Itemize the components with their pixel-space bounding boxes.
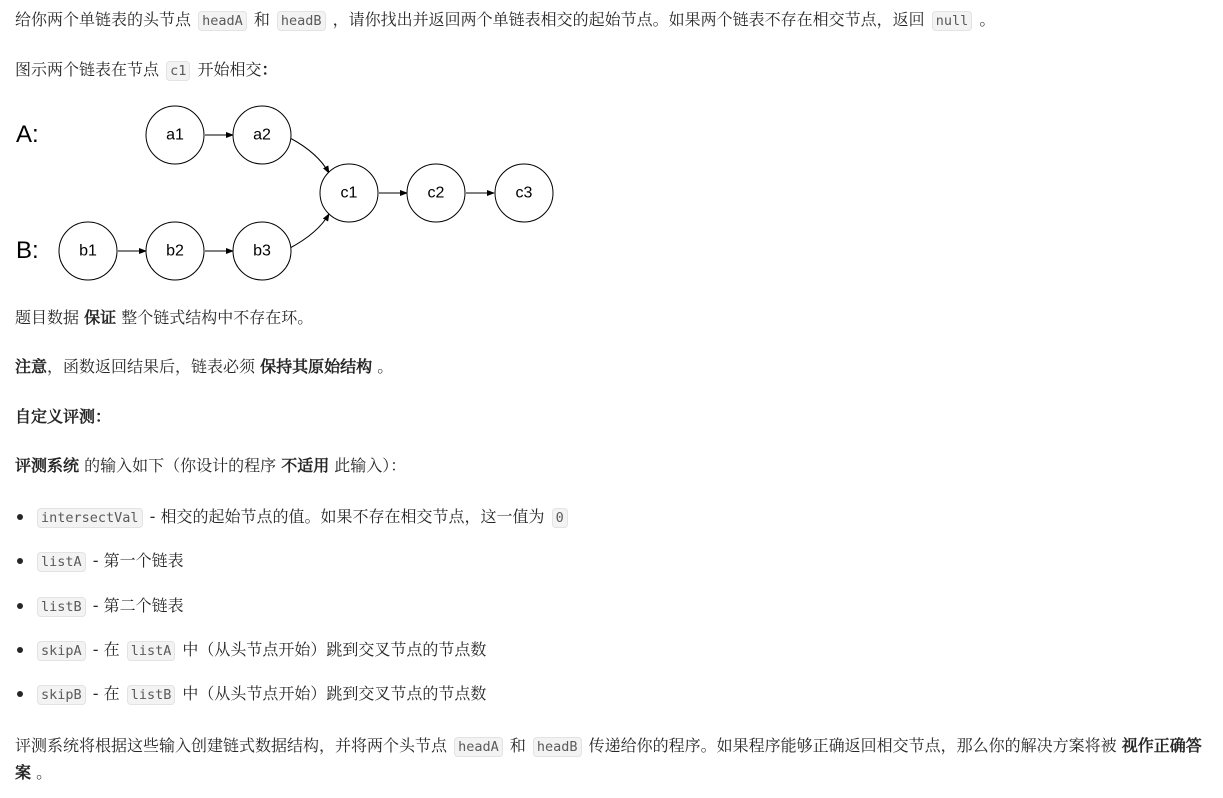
bullet-icon	[17, 603, 23, 609]
list-item	[35, 593, 184, 620]
guarantee-text-2: 整个链式结构中不存在环。	[116, 308, 314, 327]
bullet-icon	[17, 514, 23, 520]
code-c1: c1	[166, 61, 190, 81]
edge-b3-c1	[290, 214, 329, 248]
list-item-text: - 在	[87, 684, 125, 703]
caption-text-2: 开始相交	[192, 60, 262, 79]
closing-text-3: 传递给你的程序。如果程序能够正确返回相交节点，那么你的解决方案将被	[583, 736, 1122, 755]
intro-text-3: ，请你找出并返回两个单链表相交的起始节点。如果两个链表不存在相交节点，返回	[327, 10, 930, 29]
node-label-a1: a1	[166, 126, 184, 144]
code-listB: listB	[37, 597, 86, 617]
guarantee-paragraph	[15, 305, 313, 331]
code-listA: listA	[127, 641, 176, 661]
list-item	[35, 637, 486, 664]
code-listA: listA	[37, 552, 86, 572]
guarantee-text-1: 题目数据	[15, 308, 85, 327]
code-listB: listB	[127, 685, 176, 705]
node-label-a2: a2	[253, 126, 271, 144]
judge-input-paragraph	[15, 453, 406, 479]
closing-text-4: 。	[31, 763, 53, 782]
list-item-text: 中（从头节点开始）跳到交叉节点的节点数	[177, 684, 487, 703]
intro-text-2: 和	[248, 10, 275, 29]
code-zero: 0	[552, 508, 568, 528]
note-paragraph	[15, 354, 393, 380]
not-applicable-bold: 不适用	[281, 456, 330, 475]
label-list-a: A:	[16, 121, 39, 148]
custom-judge-heading	[15, 404, 111, 430]
code-intersectVal: intersectVal	[37, 508, 143, 528]
intro-text-4: 。	[974, 10, 996, 29]
judge-text-2: 此输入）：	[329, 456, 407, 475]
list-item-text: - 第二个链表	[87, 596, 184, 615]
intro-text-1: 给你两个单链表的头节点	[15, 10, 197, 29]
label-list-b: B:	[16, 237, 39, 264]
note-text-2: 。	[372, 357, 394, 376]
closing-text-2: 和	[504, 736, 531, 755]
list-item-text: - 在	[87, 640, 125, 659]
closing-text-1: 评测系统将根据这些输入创建链式数据结构，并将两个头节点	[15, 736, 453, 755]
note-bold-1: 注意	[15, 357, 48, 376]
caption-colon: ：	[261, 60, 278, 79]
edge-a2-c1	[290, 138, 329, 173]
correct-answer-bold: 视作正确答案	[15, 736, 1202, 782]
bullet-icon	[17, 691, 23, 697]
node-label-b3: b3	[253, 242, 271, 260]
node-label-b2: b2	[166, 242, 184, 260]
node-label-c1: c1	[340, 184, 358, 202]
judge-text-1: 的输入如下（你设计的程序	[79, 456, 282, 475]
node-label-c3: c3	[515, 184, 533, 202]
note-text-1: ，函数返回结果后，链表必须	[47, 357, 261, 376]
code-headA: headA	[198, 11, 247, 31]
intro-paragraph	[15, 7, 995, 34]
guarantee-bold: 保证	[84, 308, 117, 327]
bullet-icon	[17, 558, 23, 564]
code-headB: headB	[277, 11, 326, 31]
caption-text-1: 图示两个链表在节点	[15, 60, 165, 79]
code-skipA: skipA	[37, 641, 86, 661]
list-item	[35, 504, 570, 531]
code-null: null	[932, 11, 973, 31]
node-label-c2: c2	[427, 184, 445, 202]
custom-judge-heading-text: 自定义评测：	[15, 407, 112, 426]
list-item-text: 中（从头节点开始）跳到交叉节点的节点数	[177, 640, 487, 659]
code-skipB: skipB	[37, 685, 86, 705]
node-label-b1: b1	[79, 242, 97, 260]
code-headA: headA	[454, 737, 503, 757]
list-item-text: - 相交的起始节点的值。如果不存在相交节点，这一值为	[144, 507, 550, 526]
list-item	[35, 681, 486, 708]
figure-caption	[15, 57, 277, 84]
note-bold-2: 保持其原始结构	[260, 357, 373, 376]
judge-system-bold: 评测系统	[15, 456, 80, 475]
linked-list-diagram	[0, 95, 580, 295]
closing-paragraph	[15, 733, 1210, 786]
list-item-text: - 第一个链表	[87, 551, 184, 570]
list-item	[35, 548, 184, 575]
code-headB: headB	[533, 737, 582, 757]
bullet-icon	[17, 647, 23, 653]
